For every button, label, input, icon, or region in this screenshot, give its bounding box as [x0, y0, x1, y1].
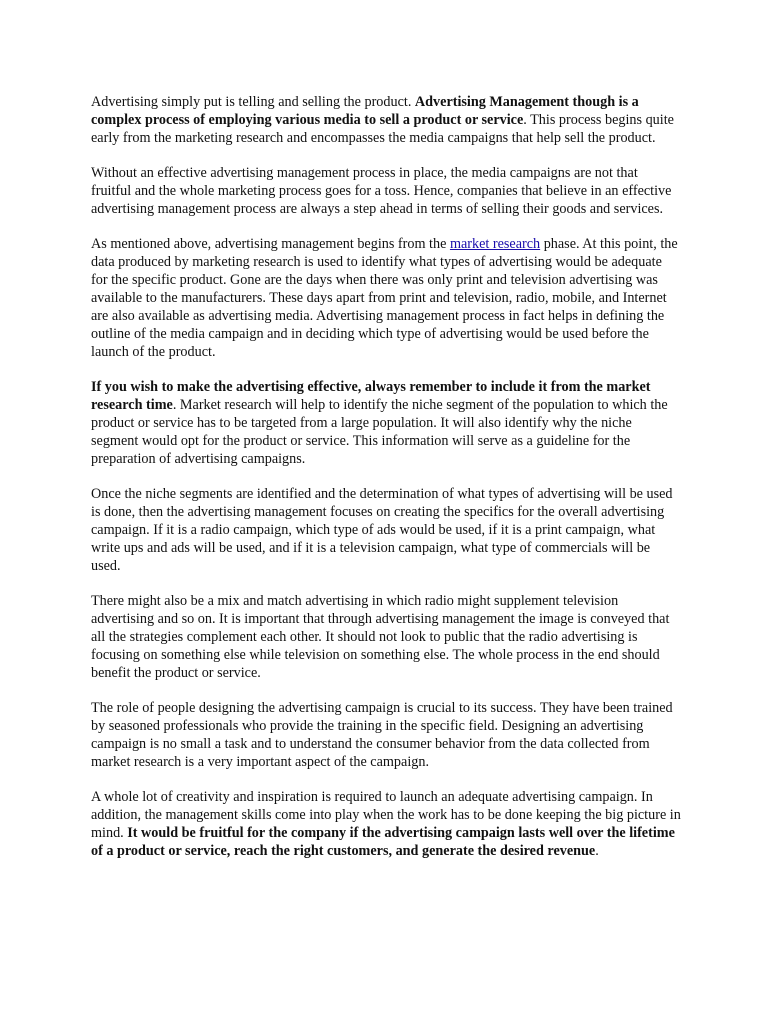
market-research-link[interactable]: market research	[449, 236, 541, 252]
bold-emphasis: If you wish to make the advertising effective, always remember to include it from the market research time	[91, 379, 651, 413]
paragraph-effective-process: Without an effective advertising management process in place, the media campaigns are not that fruitful and the whole marketing process goes for a toss. Hence, companies that believe in an effective advertising management process are always a step ahead in terms of selling their goods and services.	[91, 165, 672, 217]
paragraph-role-of-people: The role of people designing the advertising campaign is crucial to its success. They have been trained by seasoned professionals who provide the training in the specific field. Designing an advertising campaign is no small a task and to understand the consumer behavior from the data collected from market research is a very important aspect of the campaign.	[91, 700, 673, 770]
paragraph-niche-segments: Once the niche segments are identified and the determination of what types of advertising will be used is done, then the advertising management focuses on creating the specifics for the overall advertising campaign. If it is a radio campaign, which type of ads would be used, if it is a print campaign, what write ups and ads will be used, and if it is a television campaign, what type of commercials will be used.	[91, 486, 673, 574]
paragraph-text: As mentioned above, advertising management begins from the	[91, 236, 450, 252]
paragraph-intro	[91, 93, 681, 147]
paragraph-text: .	[595, 843, 599, 859]
paragraph-text: Advertising simply put is telling and selling the product.	[91, 94, 415, 110]
paragraph-market-research	[91, 235, 681, 361]
document-body	[91, 93, 681, 877]
bold-emphasis: It would be fruitful for the company if the advertising campaign lasts well over the lifetime of a product or service, reach the right customers, and generate the desired revenue	[91, 825, 675, 859]
paragraph-text: A whole lot of creativity and inspiration is required to launch an adequate advertising campaign. In addition, the management skills come into play when the work has to be done keeping the big picture in mind.	[91, 789, 681, 841]
paragraph-text: . Market research will help to identify the niche segment of the population to which the product or service has to be targeted from a large population. It will also identify why the niche segment would opt for the product or service. This information will serve as a guideline for the preparation of advertising campaigns.	[91, 397, 668, 467]
bold-emphasis: Advertising Management though is a complex process of employing various media to sell a product or service	[91, 94, 639, 128]
paragraph-mix-and-match: There might also be a mix and match advertising in which radio might supplement television advertising and so on. It is important that through advertising management the image is conveyed that all the strategies complement each other. It should not look to public that the radio advertising is focusing on something else while television on something else. The whole process in the end should benefit the product or service.	[91, 593, 670, 681]
paragraph-text: . This process begins quite early from the marketing research and encompasses the media campaigns that help sell the product.	[91, 112, 674, 146]
paragraph-make-effective	[91, 378, 681, 468]
paragraph-text: phase. At this point, the data produced by marketing research is used to identify what types of advertising would be adequate for the specific product. Gone are the days when there was only print and television advertising was available to the manufacturers. These days apart from print and television, radio, mobile, and Internet are also available as advertising media. Advertising management process in fact helps in defining the outline of the media campaign and in deciding which type of advertising would be used before the launch of the product.	[91, 236, 678, 360]
paragraph-creativity	[91, 788, 681, 860]
